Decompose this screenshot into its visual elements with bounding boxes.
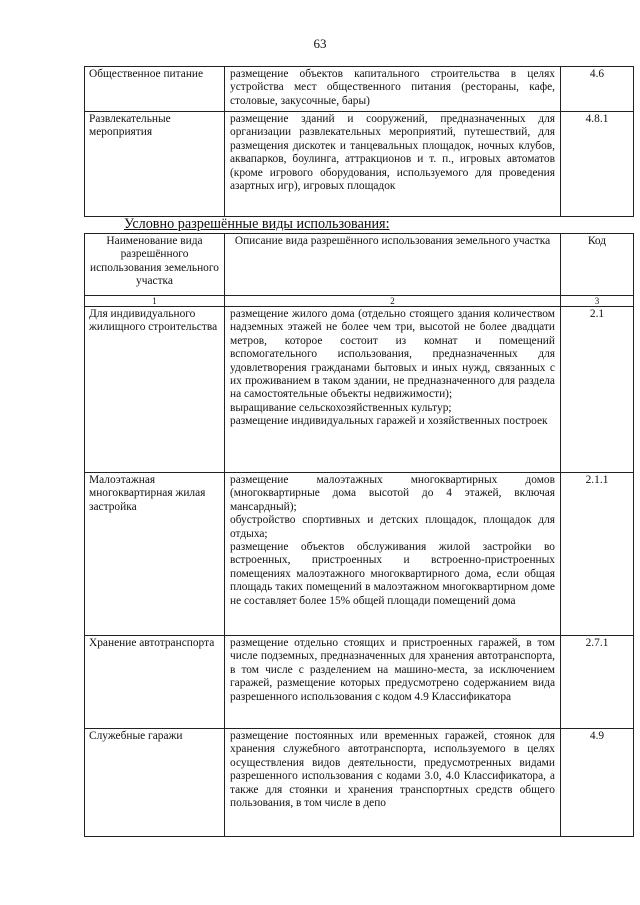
header-description: Описание вида разрешённого использования земельного участка	[225, 234, 561, 296]
column-number-row	[85, 296, 634, 307]
description-paragraph: размещение жилого дома (отдельно стоящего здания количеством надземных этажей не более чем три, высотой не более двадцати метров, которое состоит из комнат и помещений вспомогательного использования, предназначенных для удовлетворения гражданами бытовых и иных нужд, связанных с их проживанием в таком здании, не предназначенного для раздела на самостоятельные объекты недвижимости);	[230, 308, 555, 401]
description-paragraph: размещение отдельно стоящих и пристроенных гаражей, в том числе подземных, предназначенных для хранения автотранспорта, в том числе с разделением на машино-места, за исключением гаражей, размещение которых предусмотрено содержанием вида разрешенного использования с кодом 4.9 Классификатора	[230, 637, 555, 703]
table-row	[85, 307, 634, 473]
use-description	[225, 112, 561, 217]
table-conditional-uses	[84, 233, 634, 837]
description-paragraph: размещение индивидуальных гаражей и хозяйственных построек	[230, 415, 548, 428]
table-row	[85, 636, 634, 729]
use-code: 2.7.1	[561, 636, 634, 729]
table-row	[85, 67, 634, 112]
table-permitted-uses-continued	[84, 66, 634, 217]
column-number: 2	[225, 296, 561, 307]
use-code: 2.1	[561, 307, 634, 473]
table-row	[85, 473, 634, 636]
page-number: 63	[313, 36, 327, 51]
header-code: Код	[561, 234, 634, 296]
table-row	[85, 729, 634, 837]
use-code: 4.8.1	[561, 112, 634, 217]
description-paragraph: выращивание сельскохозяйственных культур;	[230, 401, 452, 414]
description-paragraph: размещение объектов обслуживания жилой застройки во встроенных, пристроенных и встроенно-пристроенных помещениях малоэтажного многоквартирного дома, если общая площадь таких помещений в малоэтажном многоквартирном доме не составляет более 15% общей площади помещений дома	[230, 541, 555, 607]
table-header-row	[85, 234, 634, 296]
use-description	[225, 307, 561, 473]
use-code: 4.6	[561, 67, 634, 112]
column-number: 1	[85, 296, 225, 307]
use-code: 2.1.1	[561, 473, 634, 636]
section-title: Условно разрешённые виды использования:	[124, 216, 390, 232]
use-description	[225, 67, 561, 112]
description-paragraph: размещение малоэтажных многоквартирных домов (многоквартирные дома высотой до 4 этажей, включая мансардный);	[230, 474, 555, 513]
use-name: Служебные гаражи	[85, 729, 225, 837]
use-description	[225, 729, 561, 837]
use-code: 4.9	[561, 729, 634, 837]
table-row	[85, 112, 634, 217]
use-name: Хранение автотранспорта	[85, 636, 225, 729]
column-number: 3	[561, 296, 634, 307]
use-name: Общественное питание	[85, 67, 225, 112]
description-paragraph: обустройство спортивных и детских площадок, площадок для отдыха;	[230, 514, 555, 540]
use-name: Малоэтажная многоквартирная жилая застройка	[85, 473, 225, 636]
use-description	[225, 473, 561, 636]
header-name: Наименование вида разрешённого использования земельного участка	[85, 234, 225, 296]
description-paragraph: размещение зданий и сооружений, предназначенных для организации развлекательных мероприятий, путешествий, для размещения дискотек и танцевальных площадок, ночных клубов, аквапарков, боулинга, аттракционов и т. п., игровых автоматов (кроме игрового оборудования, используемого для проведения азартных игр), игровых площадок	[230, 113, 555, 193]
description-paragraph: размещение постоянных или временных гаражей, стоянок для хранения служебного автотранспорта, используемого в целях осуществления видов деятельности, предусмотренных видами разрешенного использования с кодами 3.0, 4.0 Классификатора, а также для стоянки и хранения транспортных средств общего пользования, в том числе в депо	[230, 730, 555, 810]
use-name: Развлекательные мероприятия	[85, 112, 225, 217]
description-paragraph: размещение объектов капитального строительства в целях устройства мест общественного питания (рестораны, кафе, столовые, закусочные, бары)	[230, 68, 555, 107]
use-name: Для индивидуального жилищного строительства	[85, 307, 225, 473]
use-description	[225, 636, 561, 729]
